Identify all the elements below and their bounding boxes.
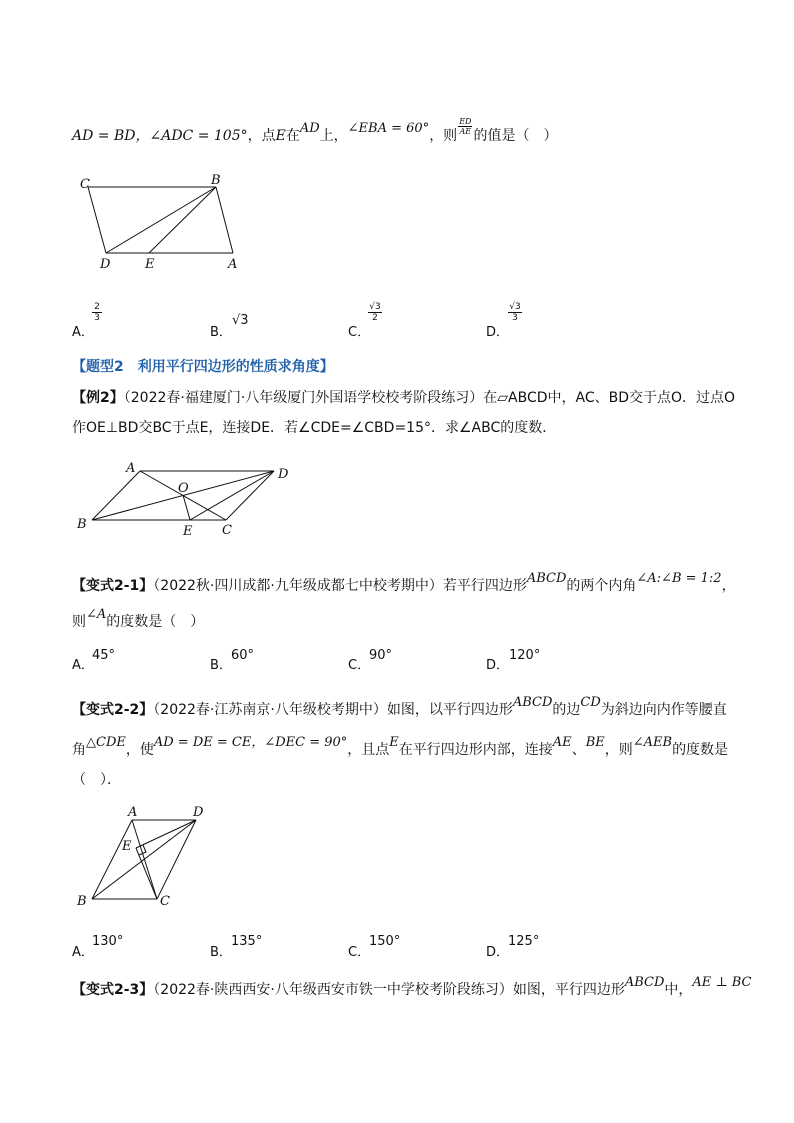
- v22-tag: 【变式2-2】: [72, 702, 154, 718]
- option-num: 2: [92, 302, 102, 313]
- q1-condition: AD = BD，∠ADC = 105°: [72, 128, 248, 144]
- v23-text: 中，: [664, 982, 693, 998]
- v21-tag: 【变式2-1】: [72, 578, 154, 594]
- q1-fraction: [458, 117, 472, 136]
- option-value: √3: [232, 313, 249, 328]
- v22-math: AE: [552, 735, 572, 750]
- v22-math: CD: [580, 695, 601, 710]
- option-value: 120°: [509, 648, 541, 663]
- option-value: 90°: [369, 648, 393, 663]
- q1-label-c: C: [80, 177, 90, 192]
- v22-text: ，且点: [347, 742, 390, 758]
- v23-line1: [72, 975, 752, 1001]
- section-title: 【题型2 利用平行四边形的性质求角度】: [72, 359, 334, 375]
- option-value: 150°: [369, 934, 401, 949]
- q1-stem: [72, 116, 724, 147]
- option-value: 135°: [231, 934, 263, 949]
- option-label: D．: [486, 658, 510, 673]
- v21-math: ∠A:∠B = 1:2: [636, 571, 722, 586]
- v21-text: （2022秋·四川成都·九年级成都七中校考期中）若平行四边形: [153, 578, 527, 594]
- q1-text: 的值是（ ）: [473, 128, 558, 144]
- q1-label-e: E: [145, 257, 155, 272]
- v22-math: △CDE: [86, 735, 126, 750]
- option-label: A．: [72, 325, 94, 340]
- q1-figure: [78, 172, 258, 272]
- q1-point-e: E: [275, 128, 286, 144]
- ex2-line2: 作OE⊥BD交BC于点E，连接DE．若∠CDE=∠CBD=15°．求∠ABC的度数．: [72, 420, 557, 436]
- ex2-label-b: B: [77, 517, 87, 532]
- v22-text: 的边: [552, 702, 581, 718]
- v23-text: （2022春·陕西西安·八年级西安市铁一中学校考阶段练习）如图，平行四边形: [153, 982, 625, 998]
- v21-line1: [72, 571, 736, 597]
- option-label: B．: [210, 945, 232, 960]
- v21-text: ，: [721, 578, 736, 594]
- ex2-label-d: D: [278, 467, 289, 482]
- ex2-label-c: C: [222, 523, 232, 538]
- ex2-figure: [76, 458, 306, 538]
- ex2-text: （2022春·福建厦门·八年级厦门外国语学校校考阶段练习）在▱ABCD中，AC、BD交于点O．过点O: [123, 390, 736, 406]
- v22-line3: （ ）．: [72, 772, 121, 788]
- option-label: C．: [348, 325, 371, 340]
- option-value: 130°: [92, 934, 124, 949]
- v23-math: AE ⊥ BC: [692, 975, 752, 990]
- v22-text: ，使: [125, 742, 154, 758]
- ex2-tag: 【例2】: [72, 390, 124, 406]
- q1-label-d: D: [100, 257, 111, 272]
- option-label: B．: [210, 658, 232, 673]
- v22-text: 在平行四边形内部，连接: [398, 742, 553, 758]
- v22-figure: [76, 800, 216, 910]
- q1-angle-eba: ∠EBA = 60°: [347, 121, 430, 136]
- option-num: √3: [509, 302, 521, 312]
- v22-math: ABCD: [512, 695, 553, 710]
- v22-label-b: B: [77, 894, 87, 909]
- v21-math: ∠A: [86, 607, 107, 622]
- option-label: D．: [486, 945, 510, 960]
- v22-text: 、: [571, 742, 586, 758]
- ex2-label-e: E: [183, 524, 193, 538]
- v22-math: AD = DE = CE，∠DEC = 90°: [153, 735, 348, 750]
- v23-tag: 【变式2-3】: [72, 982, 154, 998]
- q1-label-a: A: [228, 257, 238, 272]
- v21-text: 的度数是（ ）: [106, 614, 205, 630]
- option-label: D．: [486, 325, 510, 340]
- v22-line1: [72, 695, 727, 721]
- option-den: 3: [94, 313, 100, 323]
- v21-line2: [72, 607, 724, 633]
- v22-text: 的度数是: [672, 742, 729, 758]
- q1-segment-ad: AD: [299, 121, 320, 136]
- option-den: 2: [372, 313, 378, 323]
- v22-text: 为斜边向内作等腰直: [600, 702, 727, 718]
- ex2-label-o: O: [178, 481, 189, 496]
- q1-text: ，则: [429, 128, 458, 144]
- option-label: C．: [348, 945, 371, 960]
- q1-frac-num: ED: [459, 116, 472, 126]
- option-value: 60°: [231, 648, 255, 663]
- q1-label-b: B: [211, 173, 221, 188]
- option-num: √3: [369, 302, 381, 312]
- q1-text: ，点: [247, 128, 276, 144]
- option-label: A．: [72, 945, 94, 960]
- v22-text: 角: [72, 742, 86, 758]
- q1-text: 上，: [319, 128, 348, 144]
- ex2-line1: [72, 388, 736, 408]
- option-label: A．: [72, 658, 94, 673]
- v21-math: ABCD: [526, 571, 567, 586]
- v21-text: 的两个内角: [566, 578, 637, 594]
- v22-math: E: [389, 735, 399, 750]
- v22-math: ∠AEB: [632, 735, 673, 750]
- ex2-label-a: A: [126, 461, 136, 476]
- v22-text: ，则: [604, 742, 633, 758]
- option-den: 3: [512, 313, 518, 323]
- v22-label-d: D: [193, 805, 204, 820]
- q1-text: 在: [285, 128, 300, 144]
- v23-math: ABCD: [624, 975, 665, 990]
- v22-text: （2022春·江苏南京·八年级校考期中）如图，以平行四边形: [153, 702, 513, 718]
- v22-label-e: E: [122, 839, 132, 854]
- v22-math: BE: [585, 735, 605, 750]
- v21-text: 则: [72, 614, 86, 630]
- option-label: B．: [210, 325, 232, 340]
- v22-line2: [72, 735, 729, 761]
- v22-label-a: A: [128, 805, 138, 820]
- v22-label-c: C: [160, 894, 170, 909]
- q1-frac-den: AE: [459, 126, 472, 136]
- option-label: C．: [348, 658, 371, 673]
- option-value: 125°: [508, 934, 540, 949]
- option-value: 45°: [92, 648, 116, 663]
